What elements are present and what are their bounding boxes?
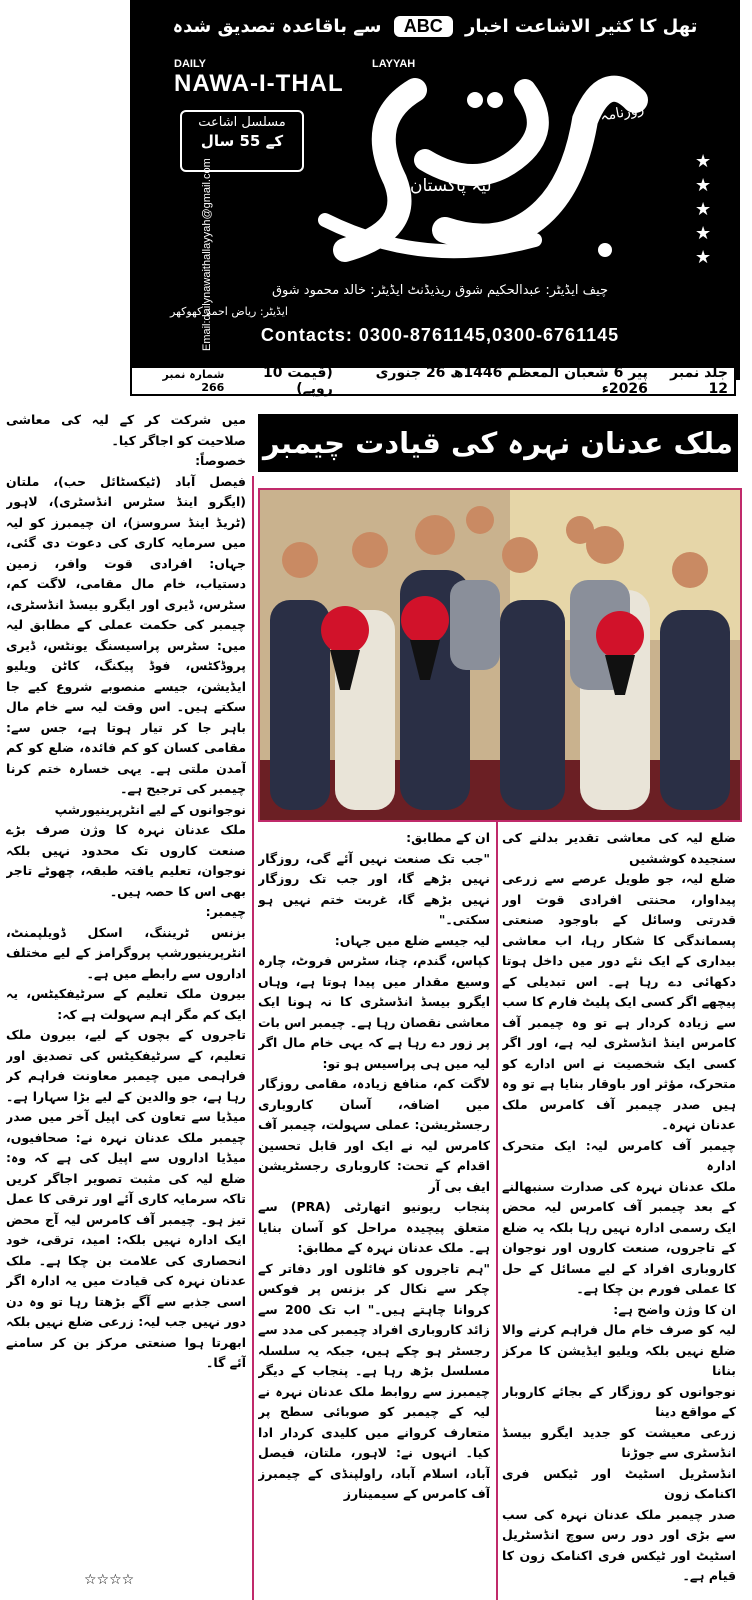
issue-price: (قیمت 10 روپے)	[262, 365, 333, 397]
city-country: لیہ پاکستان	[410, 176, 492, 196]
masthead-tagline	[130, 16, 740, 37]
email-address: Email:dailynawaithallayyah@gmail.com	[201, 158, 213, 351]
layyah-label: LAYYAH	[372, 58, 416, 70]
article-headline: ملک عدنان نہرہ کی قیادت چیمبر	[258, 414, 738, 472]
editors-line: چیف ایڈیٹر: عبدالحکیم شوق ریذیڈنٹ ایڈیٹر: خالد محمود شوق	[271, 283, 609, 298]
end-stars: ☆☆☆☆	[84, 1572, 135, 1588]
issue-number: شمارہ نمبر 266	[162, 368, 225, 394]
urdu-calligraphy-logo	[305, 60, 665, 270]
contacts-line: Contacts: 0300-8761145,0300-6761145	[260, 325, 620, 345]
years-line-1: مسلسل اشاعت	[198, 115, 286, 130]
volume-number: جلد نمبر 12	[670, 365, 728, 397]
article-photo	[258, 488, 742, 822]
issue-bar	[130, 366, 736, 396]
article-column-left: میں شرکت کر کے لیہ کی معاشی صلاحیت کو اجاگر کیا۔ خصوصاً: فیصل آباد (ٹیکسٹائل حب)، ملتان (ایگرو اینڈ سٹرس انڈسٹری)، لاہور (ٹریڈ اینڈ سروسز)، ان چیمبرز کو لیہ میں سرمایہ کاری کی دعوت دی گئی، جہاں: افرادی قوت وافر، زمین دستیاب، خام مال مقامی، لاگت کم، سٹرس، ڈیری اور ایگرو بیسڈ انڈسٹری، چیمبر کی حکمت عملی کے مطابق لیہ میں: سٹرس پراسیسنگ یونٹس، ڈیری پروڈکٹس، فوڈ پیکنگ، کاٹن ویلیو ایڈیشن، جیسے منصوبے شروع کیے جا سکتے ہیں۔ اس وقت لیہ سے خام مال باہر جا کر تیار ہوتا ہے، جس سے: مقامی کسان کو کم فائدہ، ضلع کو کم آمدن ملتی ہے۔ یہی خسارہ ختم کرنا چیمبر کی ترجیح ہے۔ نوجوانوں کے لیے انٹرپرینیورشپ ملک عدنان نہرہ کا وژن صرف بڑے صنعت کاروں تک محدود نہیں بلکہ نوجوان، تعلیم یافتہ طبقہ، چھوٹے تاجر بھی اس کا حصہ ہیں۔ چیمبر: بزنس ٹریننگ، اسکل ڈویلپمنٹ، انٹرپرینیورشپ پروگرامز کے لیے مختلف اداروں سے رابطے میں ہے۔ بیرون ملک تعلیم کے سرٹیفکیٹس، یہ ایک کم مگر اہم سہولت ہے کہ: تاجروں کے بچوں کے لیے، بیرون ملک تعلیم، کے سرٹیفکیٹس کی تصدیق اور فراہمی میں چیمبر معاونت فراہم کر رہا ہے، جو والدین کے لیے بڑا سہارا ہے۔ میڈیا سے تعاون کی اپیل آخر میں صدر چیمبر ملک عدنان نہرہ نے: صحافیوں، میڈیا اداروں سے اپیل کی ہے کہ وہ: ضلع لیہ کی مثبت تصویر اجاگر کریں تاکہ سرمایہ کاری آئے اور ترقی کا عمل تیز ہو۔ چیمبر آف کامرس لیہ آج محض ایک ادارہ نہیں بلکہ: امید، ترقی، خود انحصاری کی علامت بن چکا ہے۔ ملک عدنان نہرہ کی قیادت میں یہ ادارہ اگر اسی جذبے سے آگے بڑھتا رہا تو وہ دن دور نہیں جب لیہ: زرعی ضلع نہیں بلکہ ابھرتا ہوا صنعتی مرکز بن کر سامنے آئے گا۔	[6, 412, 246, 1370]
column-divider-left	[252, 476, 254, 1600]
photo-illustration	[260, 490, 740, 820]
years-badge	[180, 110, 304, 172]
english-title: NAWA-I-THAL	[174, 70, 344, 97]
years-line-2: کے 55 سال	[200, 132, 284, 150]
tagline-left: تھل کا کثیر الاشاعت اخبار	[465, 16, 698, 37]
abc-badge: ABC	[394, 16, 453, 37]
article-column-middle: ان کے مطابق: "جب تک صنعت نہیں آئے گی، روزگار نہیں بڑھے گا، اور جب تک روزگار نہیں بڑھے گا، غربت ختم نہیں ہو سکتی۔" لیہ جیسے ضلع میں جہاں: کپاس، گندم، چنا، سٹرس فروٹ، چارہ وسیع مقدار میں پیدا ہوتا ہے، وہاں ایگرو بیسڈ انڈسٹری کا نہ ہونا ایک معاشی نقصان رہا ہے۔ چیمبر اس بات پر زور دے رہا ہے کہ یہی خام مال اگر لیہ میں ہی پراسیس ہو تو: لاگت کم، منافع زیادہ، مقامی روزگار میں اضافہ، آسان کاروباری رجسٹریشن: عملی سہولت، چیمبر آف کامرس لیہ نے ایک اور قابل تحسین اقدام کے تحت: کاروباری رجسٹریشن ایف بی آر پنجاب ریونیو اتھارٹی (PRA) سے متعلق پیچیدہ مراحل کو آسان بنایا ہے۔ ملک عدنان نہرہ کے مطابق: "ہم تاجروں کو فائلوں اور دفاتر کے چکر سے نکال کر بزنس پر فوکس کروانا چاہتے ہیں۔" اب تک 200 سے زائد کاروباری افراد چیمبر کی مدد سے رجسٹر ہو چکے ہیں، جبکہ یہ سلسلہ مسلسل بڑھ رہا ہے۔ پنجاب کے دیگر چیمبرز سے روابط ملک عدنان نہرہ نے لیہ کے چیمبر کو صوبائی سطح پر متعارف کروانے میں کلیدی کردار ادا کیا۔ انہوں نے: لاہور، ملتان، فیصل آباد، اسلام آباد، راولپنڈی کے چیمبرز آف کامرس کے سیمینارز	[258, 830, 490, 1501]
issue-date: پیر 6 شعبان المعظم 1446ھ 26 جنوری 2026ء	[375, 365, 648, 397]
sub-editor: ایڈیٹر: ریاض احمد کھوکھر	[170, 305, 288, 318]
roznama-label: روزنامہ	[598, 101, 646, 125]
star-icons: ★ ★ ★ ★ ★	[695, 151, 712, 268]
tagline-right: سے باقاعدہ تصدیق شدہ	[172, 16, 382, 37]
column-divider-right	[496, 822, 498, 1600]
daily-label: DAILY	[174, 58, 206, 70]
article-column-right: ضلع لیہ کی معاشی تقدیر بدلنے کی سنجیدہ کوششیں ضلع لیہ، جو طویل عرصے سے زرعی پیداوار، محنتی افرادی قوت اور قدرتی وسائل کے باوجود صنعتی پسماندگی کا شکار رہا، اب معاشی بیداری کے ایک نئے دور میں داخل ہوتا دکھائی دے رہا ہے۔ اس تبدیلی کے پیچھے اگر کسی ایک پلیٹ فارم کا سب سے زیادہ کردار ہے تو وہ چیمبر آف کامرس اینڈ انڈسٹری لیہ ہے، اور اگر کسی ایک شخصیت نے اس ادارے کو متحرک، مؤثر اور باوقار بنایا ہے تو وہ ہیں صدر چیمبر آف کامرس ملک عدنان نہرہ۔ چیمبر آف کامرس لیہ: ایک متحرک ادارہ ملک عدنان نہرہ کی صدارت سنبھالنے کے بعد چیمبر آف کامرس لیہ محض ایک رسمی ادارہ نہیں رہا بلکہ یہ ضلع کے تاجروں، صنعت کاروں اور نوجوان کاروباری افراد کے لیے مسائل کے حل کا عملی فورم بن چکا ہے۔ ان کا وژن واضح ہے: لیہ کو صرف خام مال فراہم کرنے والا ضلع نہیں بلکہ ویلیو ایڈیشن کا مرکز بنانا نوجوانوں کو روزگار کے بجائے کاروبار کے مواقع دینا زرعی معیشت کو جدید ایگرو بیسڈ انڈسٹری سے جوڑنا انڈسٹریل اسٹیٹ اور ٹیکس فری اکنامک زون صدر چیمبر ملک عدنان نہرہ کی سب سے بڑی اور دور رس سوچ انڈسٹریل اسٹیٹ اور ٹیکس فری اکنامک زون کا قیام ہے۔	[502, 830, 736, 1583]
masthead	[130, 0, 740, 380]
